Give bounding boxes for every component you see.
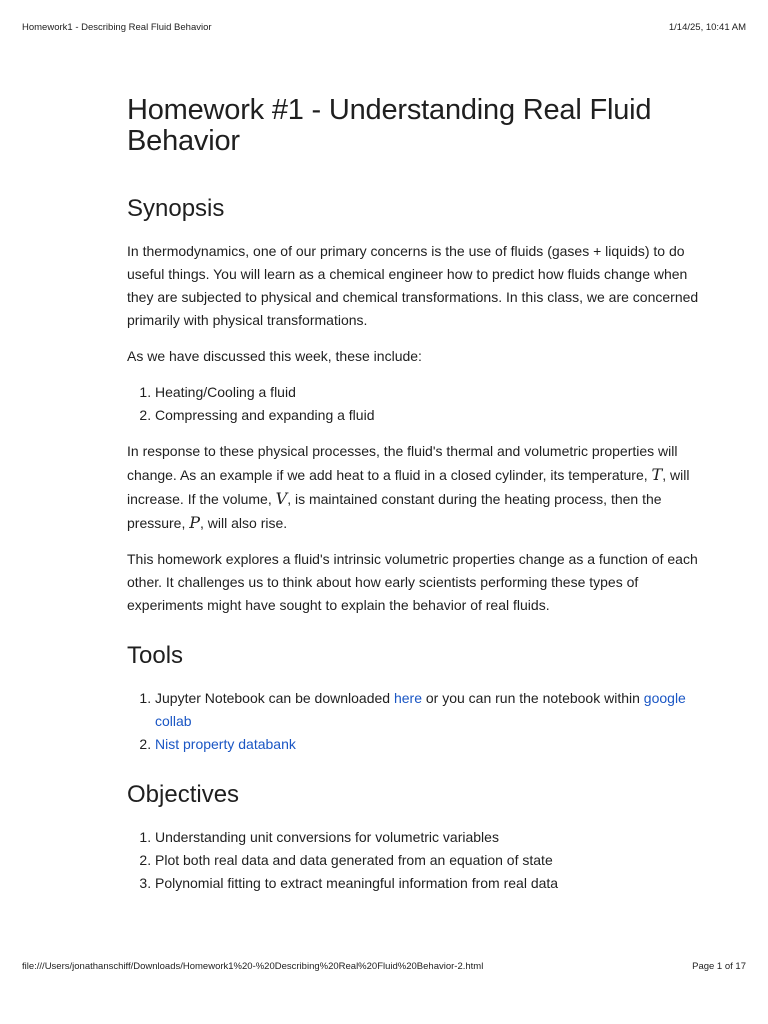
list-item: 2. Compressing and expanding a fluid <box>155 404 712 427</box>
tools-list <box>127 687 712 756</box>
objectives-heading: Objectives <box>127 781 240 808</box>
notebook-download-link[interactable]: here <box>393 690 422 706</box>
text-span: or you can run the notebook within <box>421 690 644 706</box>
print-footer <box>22 961 746 972</box>
math-variable-P: P <box>189 513 201 532</box>
page-title: Homework #1 - Understanding Real Fluid Behavior <box>127 94 652 157</box>
text-span: Jupyter Notebook can be downloaded <box>155 690 394 706</box>
nist-databank-link[interactable]: Nist property databank <box>155 736 296 752</box>
list-item <box>155 687 712 733</box>
synopsis-paragraph-4: This homework explores a fluid's intrinsic volumetric properties change as a function of each other. It challenges us to think about how early scientists performing these types of experiments might have sought to explain the behavior of real fluids. <box>127 551 698 613</box>
document-body <box>127 95 712 908</box>
print-header-datetime: 1/14/25, 10:41 AM <box>668 22 746 33</box>
text-span: , will increase. If the volume, <box>127 467 690 507</box>
print-footer-page-number: Page 1 of 17 <box>692 961 746 972</box>
print-footer-path: file:///Users/jonathanschiff/Downloads/Homework1%20-%20Describing%20Real%20Fluid%20Behavior-2.html <box>22 961 484 972</box>
objectives-list <box>127 826 712 895</box>
synopsis-paragraph-3 <box>127 440 712 535</box>
text-span: , is maintained constant during the heating process, then the pressure, <box>127 491 662 531</box>
text-span: , will also rise. <box>200 515 288 531</box>
print-header <box>22 22 746 33</box>
synopsis-paragraph-2: As we have discussed this week, these include: <box>127 348 422 364</box>
synopsis-paragraph-1: In thermodynamics, one of our primary concerns is the use of fluids (gases + liquids) to do useful things. You will learn as a chemical engineer how to predict how fluids change when they are subjected to physical and chemical transformations. In this class, we are concerned primarily with physical transformations. <box>127 243 699 328</box>
processes-list <box>127 381 712 427</box>
list-item: 1. Understanding unit conversions for volumetric variables <box>155 826 712 849</box>
tools-heading: Tools <box>127 642 184 669</box>
list-item: 1. Heating/Cooling a fluid <box>155 381 712 404</box>
text-span: In response to these physical processes, the fluid's thermal and volumetric properties will change. As an example if we add heat to a fluid in a closed cylinder, its temperature, <box>127 443 678 483</box>
math-variable-T: T <box>651 465 663 484</box>
synopsis-heading: Synopsis <box>127 195 225 222</box>
list-item: 3. Polynomial fitting to extract meaningful information from real data <box>155 872 712 895</box>
print-header-title: Homework1 - Describing Real Fluid Behavior <box>22 22 212 33</box>
google-collab-link[interactable]: google collab <box>155 690 686 729</box>
math-variable-V: V <box>275 489 288 508</box>
list-item <box>155 733 712 756</box>
list-item: 2. Plot both real data and data generated from an equation of state <box>155 849 712 872</box>
